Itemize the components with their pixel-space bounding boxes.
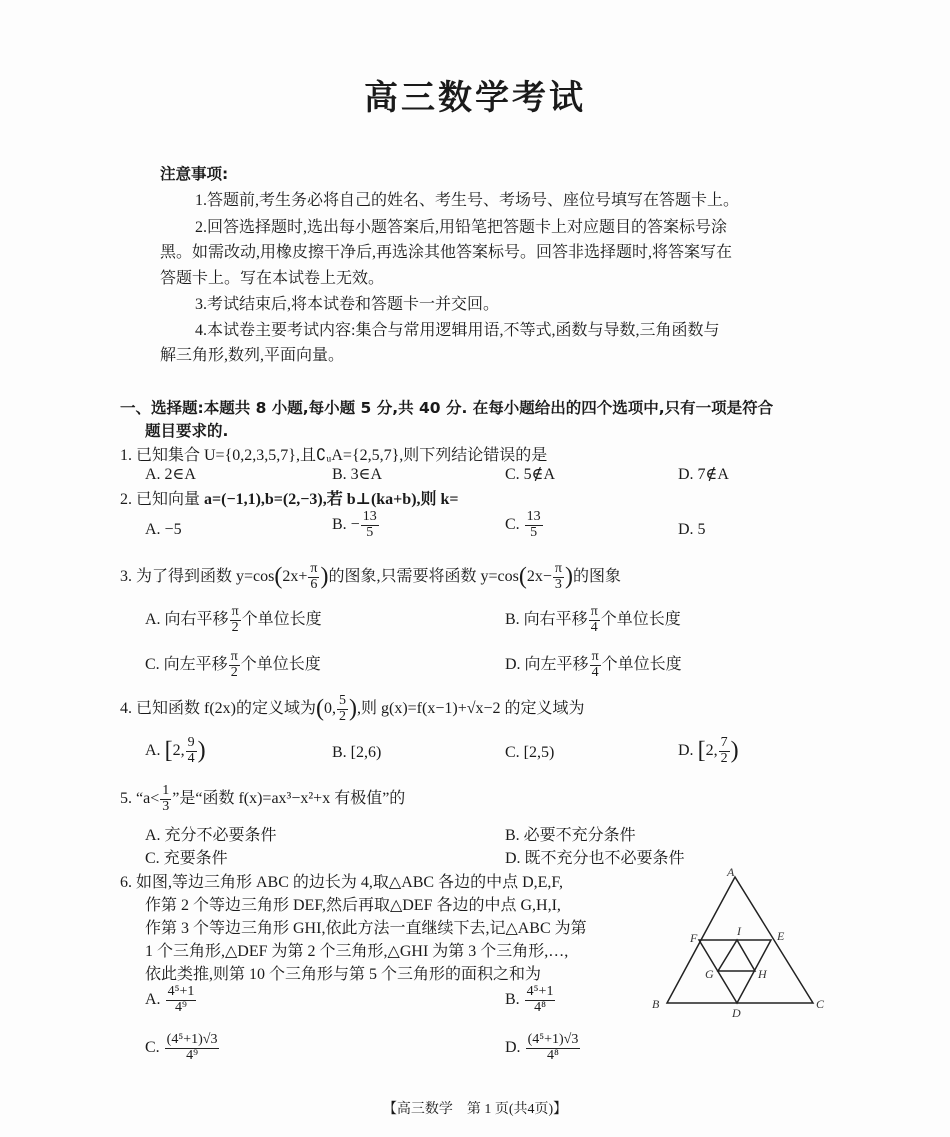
- note-line: 黑。如需改动,用橡皮擦干净后,再选涂其他答案标号。回答非选择题时,将答案写在: [160, 244, 733, 261]
- option-label: D.: [505, 1038, 521, 1056]
- numerator: 13: [362, 509, 377, 524]
- numerator: (4⁵+1)√3: [166, 1032, 218, 1047]
- denominator: 2: [231, 619, 239, 635]
- q4-option-c: C. [2,5): [505, 744, 555, 761]
- fraction: [553, 562, 564, 592]
- fraction: [229, 650, 240, 680]
- fraction: [590, 650, 601, 680]
- note-line: 3.考试结束后,将本试卷和答题卡一并交回。: [195, 296, 500, 313]
- q6-option-b: [505, 985, 556, 1015]
- denominator: 5: [366, 524, 374, 540]
- stem-text: 的图象,只需要将函数 y=cos: [328, 567, 519, 585]
- numerator: π: [310, 561, 318, 576]
- q4-option-b: B. [2,6): [332, 744, 382, 761]
- fraction: [361, 510, 379, 540]
- fraction: [165, 1033, 220, 1063]
- label-b: B: [652, 997, 660, 1011]
- note-line: 4.本试卷主要考试内容:集合与常用逻辑用语,不等式,函数与导数,三角函数与: [195, 322, 720, 339]
- fraction: [526, 1033, 581, 1063]
- option-label: A.: [145, 741, 165, 759]
- option-text: C. 向左平移: [145, 655, 228, 673]
- denominator: 4: [591, 664, 599, 680]
- label-e: E: [777, 929, 785, 943]
- numerator: π: [590, 604, 598, 619]
- numerator: 5: [339, 693, 346, 708]
- denominator: 4⁹: [175, 999, 187, 1015]
- note-line: 解三角形,数列,平面向量。: [160, 347, 345, 364]
- denominator: 4⁸: [534, 999, 546, 1015]
- note-line: 答题卡上。写在本试卷上无效。: [160, 270, 385, 287]
- page-title: 高三数学考试: [364, 78, 586, 118]
- numerator: π: [591, 649, 599, 664]
- q3-option-c: [145, 650, 321, 680]
- question-6-line: 作第 3 个等边三角形 GHI,依此方法一直继续下去,记△ABC 为第: [145, 920, 587, 937]
- label-f: F: [690, 931, 698, 945]
- numerator: (4⁵+1)√3: [527, 1032, 579, 1047]
- q3-option-d: [505, 650, 682, 680]
- q2-stem-a: 2. 已知向量: [120, 491, 205, 508]
- triangle-ghi: [718, 940, 755, 971]
- question-2-stem: [120, 486, 459, 509]
- q1-option-d: D. 7∉A: [678, 466, 729, 483]
- denominator: 4⁹: [186, 1047, 199, 1063]
- numerator: 1: [162, 783, 170, 798]
- option-text: B. 向右平移: [505, 610, 588, 628]
- note-line: 1.答题前,考生务必将自己的姓名、考生号、考场号、座位号填写在答题卡上。: [195, 192, 740, 209]
- q5-option-c: C. 充要条件: [145, 850, 228, 867]
- stem-text: 2x−: [526, 567, 552, 585]
- question-6-line: 作第 2 个等边三角形 DEF,然后再取△DEF 各边的中点 G,H,I,: [145, 897, 561, 914]
- option-text: 个单位长度: [600, 610, 681, 628]
- stem-text: ”是“函数 f(x)=ax³−x²+x 有极值”的: [172, 789, 406, 807]
- stem-text: ,则 g(x)=f(x−1)+√x−2 的定义域为: [357, 699, 585, 717]
- denominator: 3: [162, 798, 170, 814]
- numerator: π: [231, 604, 239, 619]
- stem-text: 0,: [324, 699, 336, 717]
- denominator: 6: [310, 576, 318, 592]
- q6-option-c: [145, 1033, 220, 1063]
- fraction: [308, 562, 319, 592]
- label-g: G: [705, 967, 714, 981]
- denominator: 4: [590, 619, 598, 635]
- label-a: A: [727, 865, 735, 879]
- option-label: B.: [505, 990, 520, 1008]
- q5-option-d: D. 既不充分也不必要条件: [505, 850, 685, 867]
- fraction: [525, 510, 543, 540]
- numerator: π: [554, 561, 562, 576]
- numerator: 7: [720, 735, 728, 750]
- fraction: [166, 985, 197, 1015]
- option-label: B. −: [332, 515, 360, 533]
- label-i: I: [737, 924, 741, 938]
- denominator: 2: [720, 750, 728, 766]
- option-label: D.: [678, 741, 698, 759]
- option-text: 个单位长度: [241, 610, 322, 628]
- question-6-line: 6. 如图,等边三角形 ABC 的边长为 4,取△ABC 各边的中点 D,E,F,: [120, 874, 564, 891]
- label-c: C: [816, 997, 825, 1011]
- q3-option-b: [505, 605, 681, 635]
- denominator: 5: [530, 524, 538, 540]
- option-label: C.: [505, 515, 524, 533]
- question-3-stem: 3. 为了得到函数 y=cos(2x+ $\frac{\pi}{6}$ )的图象,只需要将函数 y=cos(2x− $\frac{\pi}{3}$ )的图象: [120, 561, 621, 592]
- q2-option-a: A. −5: [145, 521, 182, 538]
- question-5-stem: [120, 784, 405, 814]
- question-6-line: 依此类推,则第 10 个三角形与第 5 个三角形的面积之和为: [145, 966, 542, 983]
- q6-option-d: [505, 1033, 581, 1063]
- note-line: 2.回答选择题时,选出每小题答案后,用铅笔把答题卡上对应题目的答案标号涂: [195, 219, 728, 236]
- stem-text: 4. 已知函数 f(2x)的定义域为: [120, 699, 316, 717]
- stem-text: 5. “a<: [120, 789, 160, 807]
- q2-stem-b: a=(−1,1),b=(2,−3),若 b⊥(ka+b),则 k=: [204, 491, 459, 508]
- q2-option-c: [505, 510, 544, 540]
- option-text: A. 向右平移: [145, 610, 229, 628]
- fraction: [230, 605, 241, 635]
- option-text: 2,: [172, 741, 185, 759]
- numerator: π: [230, 649, 238, 664]
- option-text: D. 向左平移: [505, 655, 589, 673]
- fraction: [337, 694, 348, 724]
- fraction: [719, 736, 730, 766]
- numerator: 13: [526, 509, 541, 524]
- q4-option-a: A. [2, $\frac{9}{4}$ ): [145, 735, 206, 766]
- q3-option-a: [145, 605, 322, 635]
- question-1-stem: 1. 已知集合 U={0,2,3,5,7},且∁ᵤA={2,5,7},则下列结论错误的是: [120, 447, 548, 464]
- stem-text: 2x+: [282, 567, 308, 585]
- fraction: [186, 736, 197, 766]
- denominator: 2: [230, 664, 238, 680]
- q2-option-d: D. 5: [678, 521, 706, 538]
- denominator: 2: [339, 708, 346, 724]
- numerator: 4⁵+1: [167, 984, 195, 999]
- question-6-line: 1 个三角形,△DEF 为第 2 个三角形,△GHI 为第 3 个三角形,…,: [145, 943, 569, 960]
- fraction: [525, 985, 556, 1015]
- notes-heading: 注意事项:: [160, 165, 229, 183]
- option-label: A.: [145, 990, 161, 1008]
- label-d: D: [732, 1006, 741, 1020]
- page-footer: 【高三数学 第 1 页(共4页)】: [382, 1102, 568, 1117]
- denominator: 3: [554, 576, 562, 592]
- q1-option-b: B. 3∈A: [332, 466, 383, 483]
- stem-text: 3. 为了得到函数 y=cos: [120, 567, 275, 585]
- option-label: C.: [145, 1038, 160, 1056]
- stem-text: 的图象: [572, 567, 621, 585]
- numerator: 4⁵+1: [526, 984, 554, 999]
- option-text: 个单位长度: [601, 655, 682, 673]
- section-heading: 一、选择题:本题共 8 小题,每小题 5 分,共 40 分. 在每小题给出的四个选项中,只有一项是符合: [120, 399, 774, 417]
- q1-option-a: A. 2∈A: [145, 466, 196, 483]
- numerator: 9: [187, 735, 195, 750]
- q2-option-b: [332, 510, 380, 540]
- q4-option-d: D. [2, $\frac{7}{2}$ ): [678, 735, 739, 766]
- denominator: 4: [187, 750, 195, 766]
- fraction: [160, 784, 171, 814]
- option-text: 个单位长度: [240, 655, 321, 673]
- question-4-stem: 4. 已知函数 f(2x)的定义域为(0, $\frac{5}{2}$ ),则 g(x)=f(x−1)+√x−2 的定义域为: [120, 693, 585, 724]
- denominator: 4⁸: [547, 1047, 559, 1063]
- option-text: 2,: [705, 741, 718, 759]
- triangle-figure: [640, 860, 840, 1030]
- section-heading-cont: 题目要求的.: [145, 422, 229, 440]
- label-h: H: [758, 967, 767, 981]
- q5-option-a: A. 充分不必要条件: [145, 827, 277, 844]
- q5-option-b: B. 必要不充分条件: [505, 827, 636, 844]
- fraction: [589, 605, 600, 635]
- q1-option-c: C. 5∉A: [505, 466, 556, 483]
- q6-option-a: [145, 985, 197, 1015]
